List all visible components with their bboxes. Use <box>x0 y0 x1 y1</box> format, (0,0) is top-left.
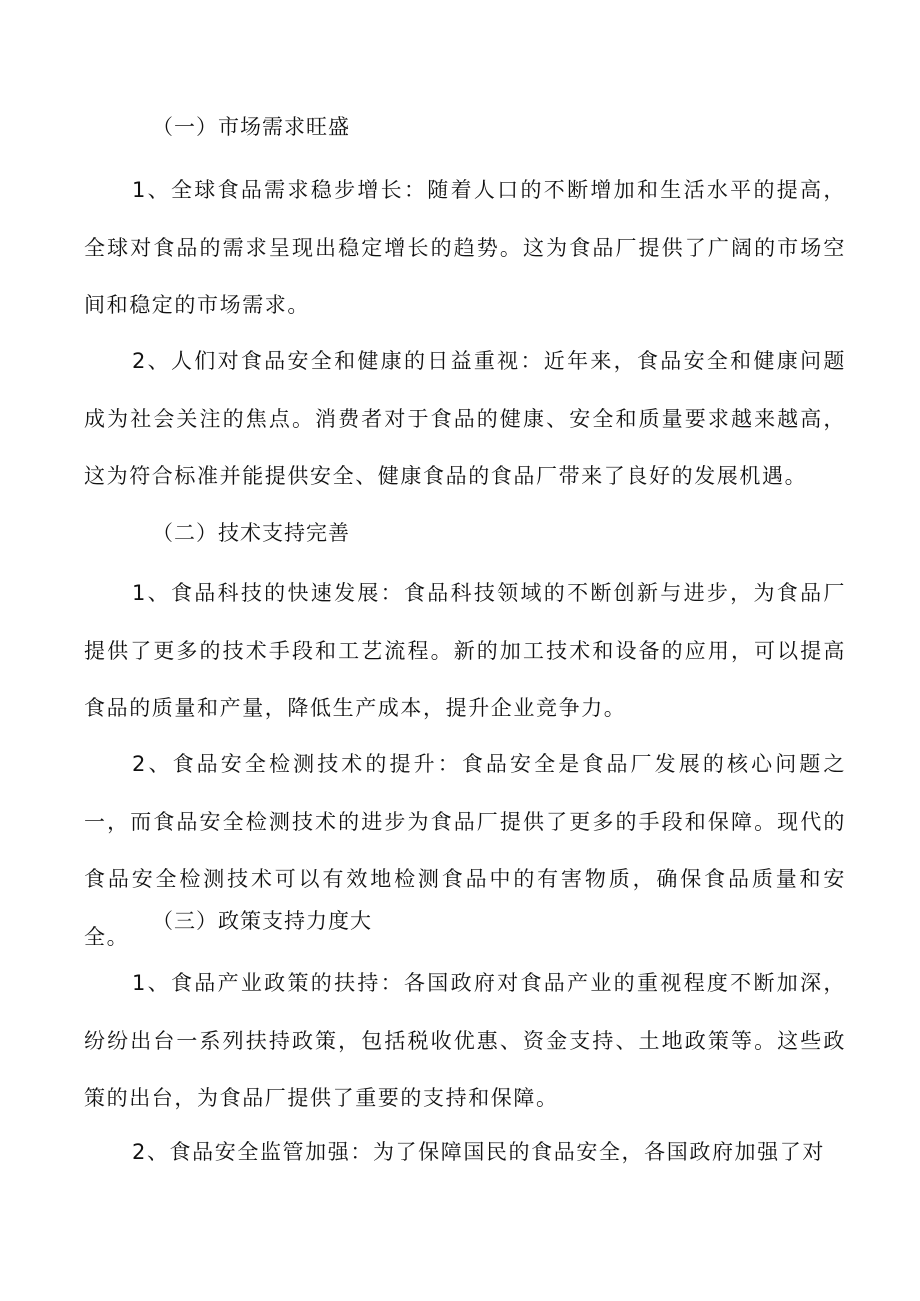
paragraph-1-2: 2、人们对食品安全和健康的日益重视：近年来，食品安全和健康问题成为社会关注的焦点。消费者对于食品的健康、安全和质量要求越来越高，这为符合标准并能提供安全、健康食品的食品厂带来了良好的发展机遇。 <box>84 349 846 488</box>
paragraph-1-1: 1、全球食品需求稳步增长：随着人口的不断增加和生活水平的提高，全球对食品的需求呈现出稳定增长的趋势。这为食品厂提供了广阔的市场空间和稳定的市场需求。 <box>84 178 846 317</box>
section-heading-1: （一）市场需求旺盛 <box>152 115 350 139</box>
paragraph-2-2: 2、食品安全检测技术的提升：食品安全是食品厂发展的核心问题之一，而食品安全检测技术的进步为食品厂提供了更多的手段和保障。现代的食品安全检测技术可以有效地检测食品中的有害物质，确保食品质量和安全。 <box>84 752 846 949</box>
paragraph-2-1: 1、食品科技的快速发展：食品科技领域的不断创新与进步，为食品厂提供了更多的技术手段和工艺流程。新的加工技术和设备的应用，可以提高食品的质量和产量，降低生产成本，提升企业竞争力。 <box>84 581 846 720</box>
section-heading-3: （三）政策支持力度大 <box>152 909 372 933</box>
paragraph-3-2: 2、食品安全监管加强：为了保障国民的食品安全，各国政府加强了对 <box>132 1140 825 1164</box>
section-heading-2: （二）技术支持完善 <box>152 521 350 545</box>
paragraph-3-1: 1、食品产业政策的扶持：各国政府对食品产业的重视程度不断加深，纷纷出台一系列扶持政策，包括税收优惠、资金支持、土地政策等。这些政策的出台，为食品厂提供了重要的支持和保障。 <box>84 971 846 1110</box>
